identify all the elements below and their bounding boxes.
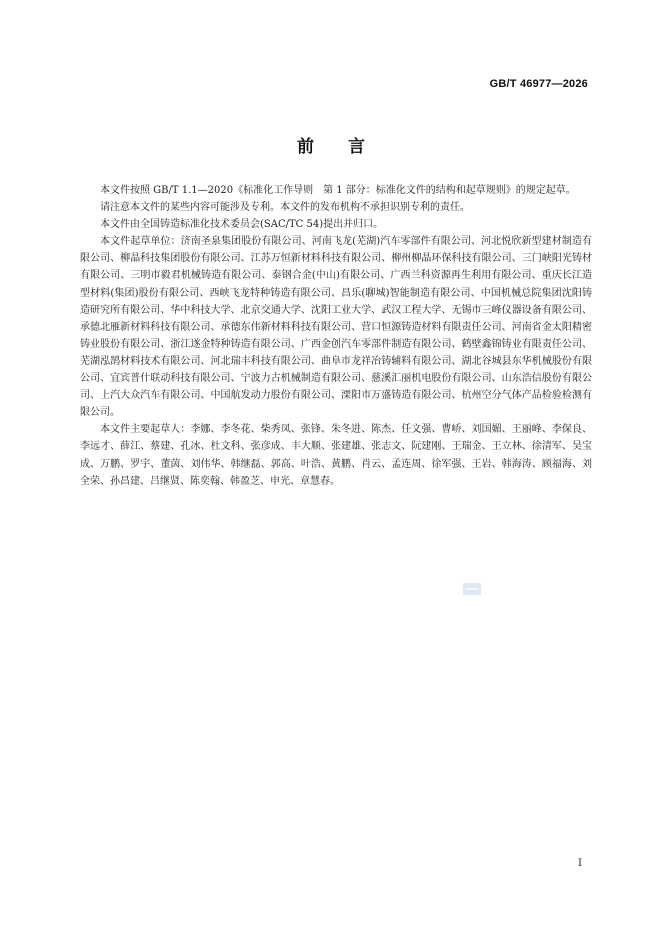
paragraph-drafting-rules: 本文件按照 GB/T 1.1—2020《标准化工作导则 第 1 部分：标准化文件的结构和起草规则》的规定起草。 (100, 185, 576, 196)
paragraph-drafters: 本文件主要起草人：李娜、李冬花、柴秀凤、张锋、朱冬进、陈杰、任文强、曹峤、刘国媚、王丽峰、李保良、李远才、薛江、蔡建、孔冰、杜文科、张彦成、丰大顺、张建雄、张志文、阮建刚、王瑞金、王立林、徐清军、吴宝成、万鹏、罗宇、董茵、刘伟华、韩继磊、郭高、叶浩、黄鹏、肖云、孟连周、徐军强、王岩、韩海涛、顾福海、刘全荣、孙昌建、吕继贤、陈奕翰、韩盈芝、申光、章慧春。 (80, 424, 592, 487)
foreword-body (80, 182, 592, 490)
paragraph-patent-notice: 请注意本文件的某些内容可能涉及专利。本文件的发布机构不承担识别专利的责任。 (100, 202, 470, 214)
watermark-mark (463, 583, 481, 595)
paragraph-drafting-units: 本文件起草单位：济南圣泉集团股份有限公司、河南飞龙(芜湖)汽车零部件有限公司、河北悦欣新型建材制造有限公司、柳晶科技集团股份有限公司、江苏万恒新材料科技有限公司、柳州柳晶环保科技有限公司、三门峡阳光铸材有限公司、三明市毅君机械铸造有限公司、泰钢合金(中山)有限公司、广西兰科资源再生利用有限公司、重庆长江造型材料(集团)股份有限公司、西峡飞龙特种铸造有限公司、昌乐(聊城)智能制造有限公司、中国机械总院集团沈阳铸造研究所有限公司、华中科技大学、北京交通大学、沈阳工业大学、武汉工程大学、无锡市三峰仪器设备有限公司、承德北雁新材料科技有限公司、承德东伟新材料科技有限公司、营口恒源铸造材料有限责任公司、河南省金太阳精密铸业股份有限公司、浙江遂金特种铸造有限公司、广西金创汽车零部件制造有限公司、鹤壁鑫锦铸业有限责任公司、芜湖泓鹄材料技术有限公司、河北瑞丰科技有限公司、曲阜市龙祥冶铸辅料有限公司、湖北谷城县东华机械股份有限公司、宜宾普什联动科技有限公司、宁波力古机械制造有限公司、慈溪汇丽机电股份有限公司、山东浩信股份有限公司、上汽大众汽车有限公司、中国航发动力股份有限公司、溧阳市万盛铸造有限公司、杭州空分气体产品检验检测有限公司。 (80, 236, 592, 419)
page-number: I (578, 858, 582, 869)
page-title: 前言 (297, 137, 399, 157)
paragraph-proposer: 本文件由全国铸造标准化技术委员会(SAC/TC 54)提出并归口。 (100, 219, 384, 231)
standard-code: GB/T 46977—2026 (489, 78, 588, 90)
